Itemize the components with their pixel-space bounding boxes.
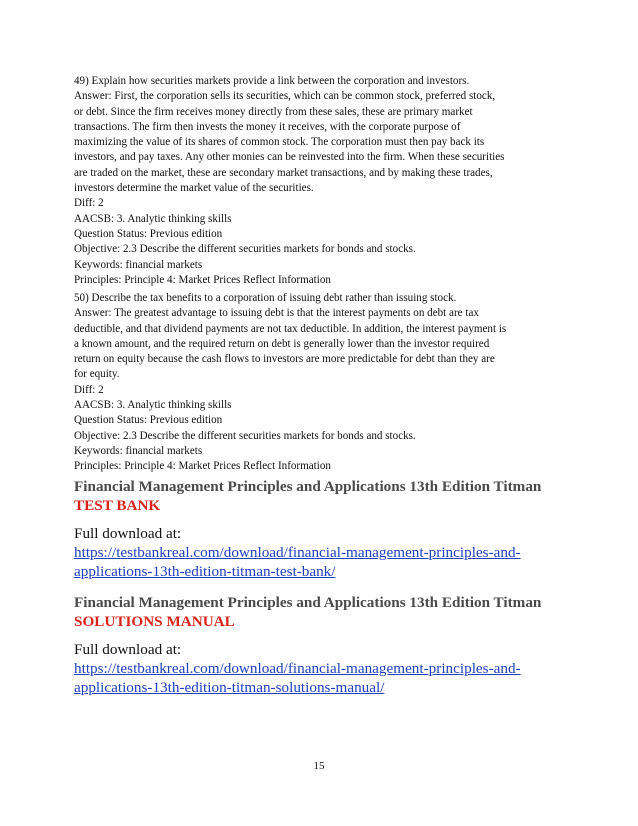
question-50-aacsb: AACSB: 3. Analytic thinking skills [74, 399, 232, 412]
question-50-answer-line: return on equity because the cash flows to investors are more predictable for debt than they are [74, 353, 495, 366]
question-50-difficulty: Diff: 2 [74, 383, 104, 396]
question-49-answer-line: or debt. Since the firm receives money directly from these sales, these are primary market [74, 105, 473, 118]
question-49-keywords: Keywords: financial markets [74, 258, 203, 271]
promo-download-label: Full download at: [74, 525, 182, 542]
test-bank-download-link-line-1[interactable]: https://testbankreal.com/download/financial-management-principles-and- [74, 544, 521, 561]
question-50-answer-line: Answer: The greatest advantage to issuing debt is that the interest payments on debt are tax [74, 307, 479, 320]
question-50-answer-line: deductible, and that dividend payments are not tax deductible. In addition, the interest payment is [74, 322, 507, 335]
question-49-answer-line: are traded on the market, these are secondary market transactions, and by making these trades, [74, 166, 493, 179]
question-49-answer-line: investors determine the market value of the securities. [74, 182, 314, 195]
question-49-difficulty: Diff: 2 [74, 197, 104, 210]
solutions-manual-promo [74, 593, 574, 697]
question-50-keywords: Keywords: financial markets [74, 444, 203, 457]
question-50-answer-line: for equity. [74, 368, 120, 381]
promo-book-title: Financial Management Principles and Applications 13th Edition Titman [74, 594, 542, 611]
test-bank-download-link-line-2[interactable]: applications-13th-edition-titman-test-bank/ [74, 563, 336, 580]
question-50-answer-line: a known amount, and the required return on debt is generally lower than the investor required [74, 337, 490, 350]
question-50-prompt: 50) Describe the tax benefits to a corporation of issuing debt rather than issuing stock. [74, 292, 457, 304]
page-number: 15 [313, 760, 325, 772]
question-49-answer-line: investors, and pay taxes. Any other monies can be reinvested into the firm. When these securities [74, 151, 505, 164]
question-50-block [74, 291, 574, 475]
question-50-principles: Principles: Principle 4: Market Prices Reflect Information [74, 460, 331, 473]
solutions-manual-download-link-line-2[interactable]: applications-13th-edition-titman-solutions-manual/ [74, 679, 385, 696]
solutions-manual-download-link-line-1[interactable]: https://testbankreal.com/download/financial-management-principles-and- [74, 660, 521, 677]
question-50-objective: Objective: 2.3 Describe the different securities markets for bonds and stocks. [74, 429, 416, 442]
question-49-aacsb: AACSB: 3. Analytic thinking skills [74, 212, 232, 225]
question-49-block [74, 74, 574, 288]
question-49-answer-line: Answer: First, the corporation sells its securities, which can be common stock, preferred stock, [74, 90, 496, 103]
question-49-principles: Principles: Principle 4: Market Prices Reflect Information [74, 273, 331, 286]
question-49-objective: Objective: 2.3 Describe the different securities markets for bonds and stocks. [74, 243, 416, 256]
question-49-answer-line: transactions. The firm then invests the money it receives, with the corporate purpose of [74, 120, 461, 133]
promo-product-type: TEST BANK [74, 497, 161, 514]
promo-download-label: Full download at: [74, 641, 182, 658]
promo-product-type: SOLUTIONS MANUAL [74, 613, 235, 630]
question-49-prompt: 49) Explain how securities markets provide a link between the corporation and investors. [74, 75, 470, 87]
question-49-answer-line: maximizing the value of its shares of common stock. The corporation must then pay back its [74, 136, 485, 149]
question-50-status: Question Status: Previous edition [74, 414, 223, 427]
test-bank-promo [74, 477, 574, 581]
promo-book-title: Financial Management Principles and Applications 13th Edition Titman [74, 478, 542, 495]
question-49-status: Question Status: Previous edition [74, 227, 223, 240]
